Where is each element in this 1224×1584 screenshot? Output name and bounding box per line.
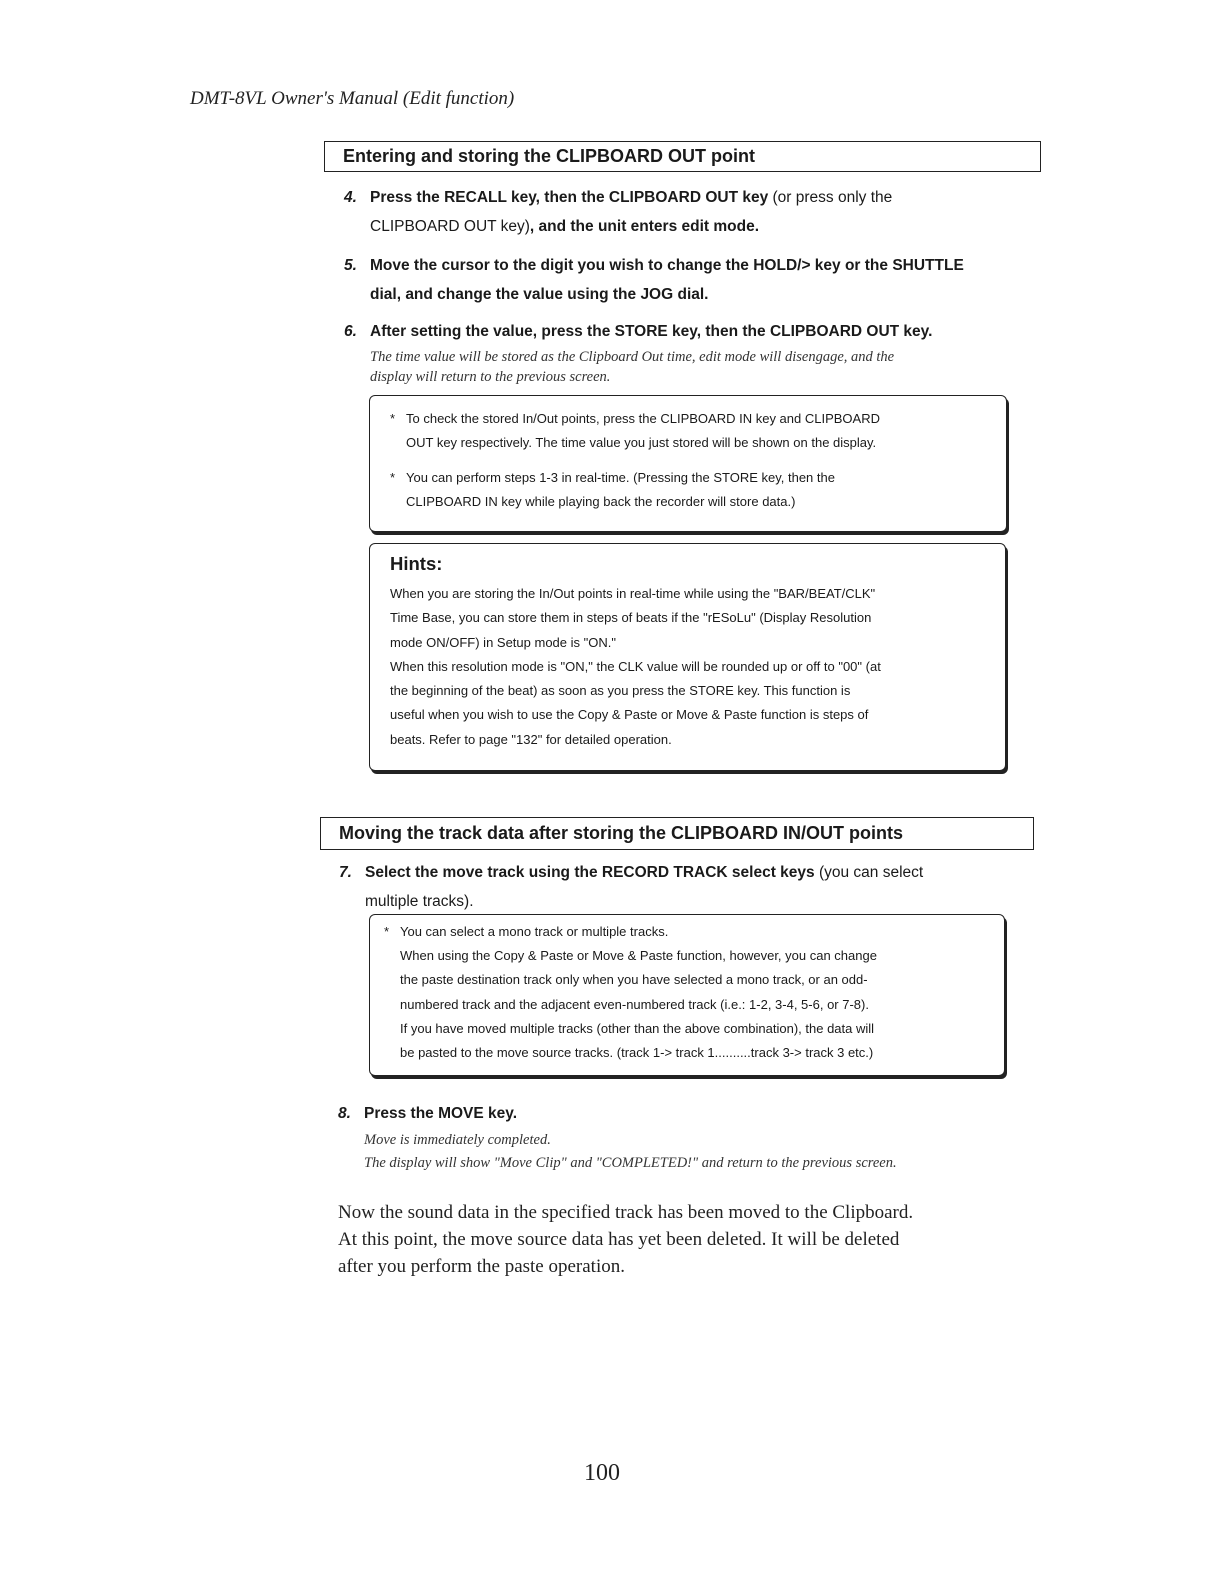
step-8 xyxy=(338,1099,1044,1128)
hints-box xyxy=(369,543,1006,771)
note-line: the paste destination track only when you have selected a mono track, or an odd- xyxy=(400,972,868,988)
summary-paragraph xyxy=(338,1199,1058,1280)
note-line: OUT key respectively. The time value you just stored will be shown on the display. xyxy=(406,435,877,450)
step-number: 7. xyxy=(339,864,352,881)
step-4 xyxy=(344,183,1050,241)
section-title-text: Entering and storing the CLIPBOARD OUT point xyxy=(343,146,755,166)
bullet-mark: * xyxy=(384,924,390,939)
step-6 xyxy=(344,317,1060,346)
note-line: You can perform steps 1-3 in real-time. (Pressing the STORE key, then the xyxy=(406,470,835,485)
step-5-line-1: Move the cursor to the digit you wish to change the HOLD/> key or the SHUTTLE xyxy=(370,257,964,274)
hints-title: Hints: xyxy=(390,553,443,574)
step-number: 8. xyxy=(338,1105,351,1122)
section-title-clipboard-out xyxy=(324,141,1041,172)
note-line: If you have moved multiple tracks (other than the above combination), the data will xyxy=(400,1020,875,1036)
step-number: 5. xyxy=(344,257,357,274)
page-number: 100 xyxy=(584,1460,620,1486)
note-item xyxy=(386,407,996,455)
manual-header: DMT-8VL Owner's Manual (Edit function) xyxy=(190,88,515,109)
hints-line: When you are storing the In/Out points in real-time while using the "BAR/BEAT/CLK" xyxy=(390,586,876,601)
hints-line: beats. Refer to page "132" for detailed operation. xyxy=(390,731,672,747)
step-8-note-line-2: The display will show "Move Clip" and "COMPLETED!" and return to the previous screen. xyxy=(364,1155,897,1171)
step-6-line-1: After setting the value, press the STORE key, then the CLIPBOARD OUT key. xyxy=(370,323,933,340)
notes-box-2 xyxy=(369,914,1005,1076)
step-7-normal-text: (you can select xyxy=(814,864,924,881)
section-title-moving-track-data xyxy=(320,817,1034,850)
hints-line: When this resolution mode is "ON," the CLK value will be rounded up or off to "00" (at xyxy=(390,658,881,674)
step-4-bold-text: Press the RECALL key, then the CLIPBOARD OUT key xyxy=(370,189,769,206)
step-4-normal-text: (or press only the xyxy=(768,189,893,206)
note-line: CLIPBOARD IN key while playing back the recorder will store data.) xyxy=(406,494,796,509)
hints-line: the beginning of the beat) as soon as you press the STORE key. This function is xyxy=(390,683,851,699)
step-5-line-2: dial, and change the value using the JOG dial. xyxy=(370,286,709,303)
note-line: When using the Copy & Paste or Move & Paste function, however, you can change xyxy=(400,948,877,964)
section-title-text: Moving the track data after storing the CLIPBOARD IN/OUT points xyxy=(339,823,904,843)
step-7-normal-text-2: multiple tracks). xyxy=(365,893,474,910)
bullet-mark: * xyxy=(390,411,396,426)
step-number: 6. xyxy=(344,323,357,340)
note-line: To check the stored In/Out points, press the CLIPBOARD IN key and CLIPBOARD xyxy=(406,411,880,426)
notes-box xyxy=(369,395,1007,532)
note-item xyxy=(386,466,996,514)
step-7-bold-text: Select the move track using the RECORD TRACK select keys xyxy=(365,864,815,881)
summary-line: Now the sound data in the specified track has been moved to the Clipboard. xyxy=(338,1202,914,1223)
bullet-mark: * xyxy=(390,470,396,485)
note-line: numbered track and the adjacent even-numbered track (i.e.: 1-2, 3-4, 5-6, or 7-8). xyxy=(400,996,869,1012)
step-8-note-line-1: Move is immediately completed. xyxy=(364,1132,551,1148)
step-4-bold-text-2: , and the unit enters edit mode. xyxy=(529,218,760,235)
hints-line: Time Base, you can store them in steps of beats if the "rESoLu" (Display Resolution xyxy=(390,610,872,626)
step-6-note-line-2: display will return to the previous screen. xyxy=(370,369,611,385)
step-4-normal-text-2: CLIPBOARD OUT key) xyxy=(370,218,530,235)
note-line: be pasted to the move source tracks. (track 1-> track 1..........track 3-> track 3 etc.) xyxy=(400,1045,874,1061)
summary-line: after you perform the paste operation. xyxy=(338,1256,625,1277)
step-7 xyxy=(339,858,1045,916)
hints-line: mode ON/OFF) in Setup mode is "ON." xyxy=(390,634,616,650)
step-8-note xyxy=(364,1129,1054,1175)
step-5 xyxy=(344,251,1060,309)
step-8-line-1: Press the MOVE key. xyxy=(364,1105,518,1122)
step-6-note xyxy=(370,347,1050,387)
hints-line: useful when you wish to use the Copy & Paste or Move & Paste function is steps of xyxy=(390,707,869,723)
note-line: You can select a mono track or multiple tracks. xyxy=(400,924,669,939)
step-number: 4. xyxy=(344,189,357,206)
step-6-note-line-1: The time value will be stored as the Clipboard Out time, edit mode will disengage, and the xyxy=(370,349,895,365)
note-item xyxy=(380,920,994,1065)
summary-line: At this point, the move source data has yet been deleted. It will be deleted xyxy=(338,1229,900,1250)
hints-body xyxy=(390,582,995,752)
